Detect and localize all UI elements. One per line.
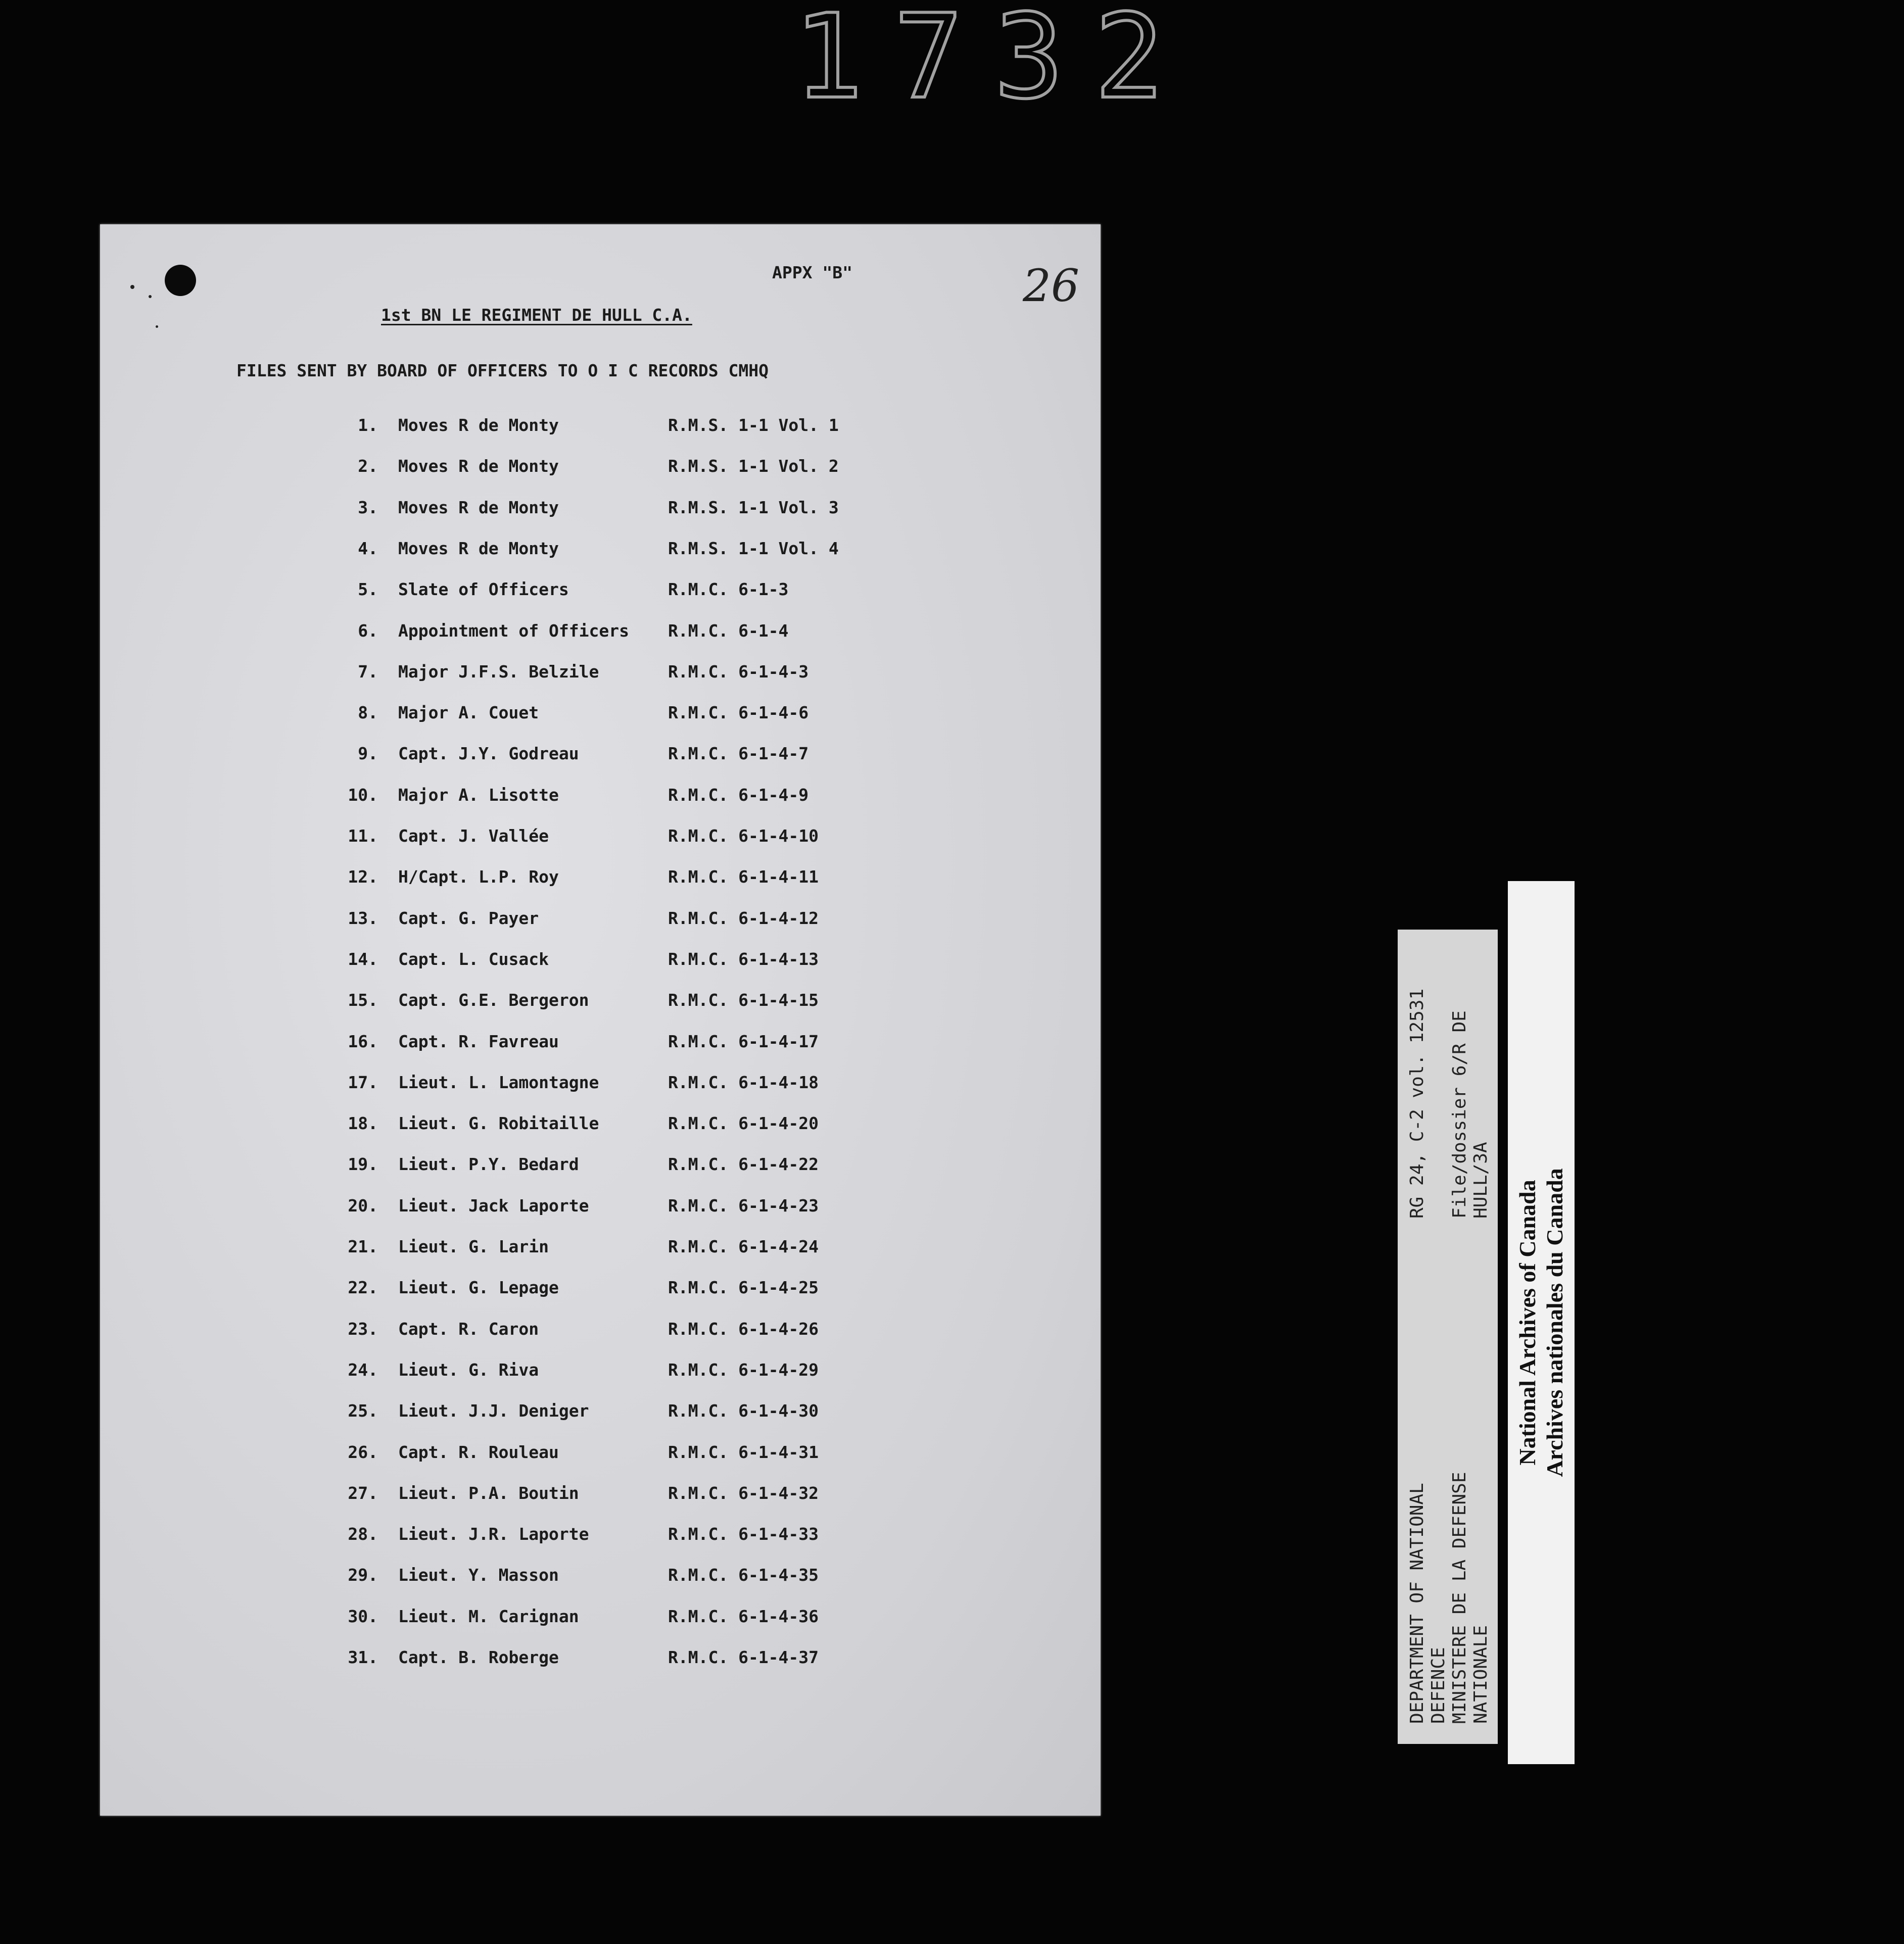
row-name: Capt. R. Rouleau bbox=[398, 1442, 559, 1462]
row-name: Capt. R. Caron bbox=[398, 1319, 539, 1339]
row-ref: R.M.C. 6-1-4-3 bbox=[668, 662, 809, 682]
row-num: 8. bbox=[358, 703, 378, 722]
row-ref: R.M.S. 1-1 Vol. 4 bbox=[668, 539, 839, 558]
row-name: Lieut. P.Y. Bedard bbox=[398, 1154, 579, 1174]
archive-name-fr: Archives nationales du Canada bbox=[1542, 1168, 1567, 1477]
speck bbox=[156, 325, 158, 328]
row-num: 10. bbox=[348, 785, 378, 805]
row-num: 29. bbox=[348, 1565, 378, 1585]
row-num: 17. bbox=[348, 1073, 378, 1092]
speck bbox=[149, 295, 152, 298]
archive-name-en: National Archives of Canada bbox=[1514, 1180, 1540, 1466]
table-row bbox=[100, 744, 1101, 774]
row-ref: R.M.C. 6-1-4-26 bbox=[668, 1319, 819, 1339]
row-name: Moves R de Monty bbox=[398, 415, 559, 435]
row-name: Lieut. J.R. Laporte bbox=[398, 1524, 589, 1544]
row-ref: R.M.C. 6-1-4-25 bbox=[668, 1278, 819, 1297]
row-ref: R.M.C. 6-1-4-29 bbox=[668, 1360, 819, 1380]
row-ref: R.M.S. 1-1 Vol. 2 bbox=[668, 456, 839, 476]
row-num: 15. bbox=[348, 990, 378, 1010]
row-num: 28. bbox=[348, 1524, 378, 1544]
table-row bbox=[100, 1607, 1101, 1637]
row-ref: R.M.C. 6-1-4-24 bbox=[668, 1237, 819, 1256]
dept-line: NATIONALE bbox=[1470, 1625, 1491, 1724]
row-name: Capt. B. Roberge bbox=[398, 1647, 559, 1667]
row-num: 19. bbox=[348, 1154, 378, 1174]
table-row bbox=[100, 1565, 1101, 1595]
document-sheet bbox=[100, 224, 1101, 1816]
row-num: 18. bbox=[348, 1113, 378, 1133]
row-num: 16. bbox=[348, 1032, 378, 1051]
row-ref: R.M.S. 1-1 Vol. 3 bbox=[668, 498, 839, 517]
row-name: Capt. G. Payer bbox=[398, 908, 539, 928]
row-num: 4. bbox=[358, 539, 378, 558]
table-row bbox=[100, 1113, 1101, 1144]
row-ref: R.M.C. 6-1-4-10 bbox=[668, 826, 819, 846]
row-name: H/Capt. L.P. Roy bbox=[398, 867, 559, 887]
table-row bbox=[100, 908, 1101, 939]
row-ref: R.M.C. 6-1-4-13 bbox=[668, 949, 819, 969]
row-name: Lieut. G. Robitaille bbox=[398, 1113, 599, 1133]
row-ref: R.M.C. 6-1-4-11 bbox=[668, 867, 819, 887]
speck bbox=[130, 285, 134, 289]
appendix-label: APPX "B" bbox=[772, 263, 852, 282]
files-heading: FILES SENT BY BOARD OF OFFICERS TO O I C RECORDS CMHQ bbox=[236, 361, 769, 380]
row-num: 26. bbox=[348, 1442, 378, 1462]
row-ref: R.M.C. 6-1-3 bbox=[668, 579, 789, 599]
unit-title: 1st BN LE REGIMENT DE HULL C.A. bbox=[381, 305, 692, 325]
row-name: Lieut. J.J. Deniger bbox=[398, 1401, 589, 1421]
row-name: Major A. Couet bbox=[398, 703, 539, 722]
table-row bbox=[100, 415, 1101, 446]
table-row bbox=[100, 1032, 1101, 1062]
row-ref: R.M.C. 6-1-4-15 bbox=[668, 990, 819, 1010]
row-num: 9. bbox=[358, 744, 378, 763]
row-num: 22. bbox=[348, 1278, 378, 1297]
table-row bbox=[100, 1319, 1101, 1349]
row-name: Lieut. G. Lepage bbox=[398, 1278, 559, 1297]
row-num: 13. bbox=[348, 908, 378, 928]
table-row bbox=[100, 785, 1101, 815]
table-row bbox=[100, 1483, 1101, 1514]
page-number: 26 bbox=[1023, 260, 1079, 312]
table-row bbox=[100, 1442, 1101, 1473]
row-ref: R.M.C. 6-1-4-7 bbox=[668, 744, 809, 763]
row-name: Lieut. Jack Laporte bbox=[398, 1196, 589, 1216]
table-row bbox=[100, 703, 1101, 733]
row-ref: R.M.C. 6-1-4-9 bbox=[668, 785, 809, 805]
file-reference: File/dossier 6/R DE HULL/3A bbox=[1449, 1010, 1491, 1219]
row-name: Lieut. Y. Masson bbox=[398, 1565, 559, 1585]
row-name: Lieut. M. Carignan bbox=[398, 1607, 579, 1626]
row-ref: R.M.C. 6-1-4-37 bbox=[668, 1647, 819, 1667]
table-row bbox=[100, 867, 1101, 897]
row-num: 24. bbox=[348, 1360, 378, 1380]
row-ref: R.M.C. 6-1-4-20 bbox=[668, 1113, 819, 1133]
department-label bbox=[1398, 930, 1498, 1744]
frame-number: 1732 bbox=[793, 0, 1195, 125]
row-num: 30. bbox=[348, 1607, 378, 1626]
archive-label bbox=[1508, 881, 1575, 1764]
table-row bbox=[100, 949, 1101, 980]
row-name: Capt. L. Cusack bbox=[398, 949, 549, 969]
row-name: Lieut. G. Larin bbox=[398, 1237, 549, 1256]
row-num: 23. bbox=[348, 1319, 378, 1339]
table-row bbox=[100, 456, 1101, 487]
dept-line: DEPARTMENT OF NATIONAL bbox=[1407, 1483, 1427, 1724]
table-row bbox=[100, 1647, 1101, 1678]
row-num: 25. bbox=[348, 1401, 378, 1421]
table-row bbox=[100, 1154, 1101, 1185]
table-row bbox=[100, 1401, 1101, 1431]
table-row bbox=[100, 990, 1101, 1020]
record-group: RG 24, C-2 vol. 12531 bbox=[1407, 988, 1427, 1219]
table-row bbox=[100, 1278, 1101, 1308]
table-row bbox=[100, 539, 1101, 569]
table-row bbox=[100, 498, 1101, 528]
table-row bbox=[100, 662, 1101, 692]
dept-line: DEFENCE bbox=[1428, 1647, 1449, 1724]
row-name: Lieut. P.A. Boutin bbox=[398, 1483, 579, 1503]
row-ref: R.M.C. 6-1-4-33 bbox=[668, 1524, 819, 1544]
row-ref: R.M.C. 6-1-4-32 bbox=[668, 1483, 819, 1503]
row-ref: R.M.C. 6-1-4-35 bbox=[668, 1565, 819, 1585]
row-name: Major J.F.S. Belzile bbox=[398, 662, 599, 682]
row-ref: R.M.C. 6-1-4-36 bbox=[668, 1607, 819, 1626]
row-name: Moves R de Monty bbox=[398, 539, 559, 558]
row-ref: R.M.C. 6-1-4-17 bbox=[668, 1032, 819, 1051]
row-num: 5. bbox=[358, 579, 378, 599]
row-name: Major A. Lisotte bbox=[398, 785, 559, 805]
row-num: 14. bbox=[348, 949, 378, 969]
row-ref: R.M.C. 6-1-4-12 bbox=[668, 908, 819, 928]
table-row bbox=[100, 826, 1101, 856]
row-ref: R.M.C. 6-1-4-30 bbox=[668, 1401, 819, 1421]
row-name: Capt. J.Y. Godreau bbox=[398, 744, 579, 763]
row-name: Moves R de Monty bbox=[398, 456, 559, 476]
row-num: 11. bbox=[348, 826, 378, 846]
table-row bbox=[100, 621, 1101, 651]
row-num: 2. bbox=[358, 456, 378, 476]
row-name: Capt. J. Vallée bbox=[398, 826, 549, 846]
table-row bbox=[100, 1196, 1101, 1226]
table-row bbox=[100, 1237, 1101, 1267]
row-num: 7. bbox=[358, 662, 378, 682]
row-name: Lieut. L. Lamontagne bbox=[398, 1073, 599, 1092]
row-num: 12. bbox=[348, 867, 378, 887]
row-ref: R.M.C. 6-1-4-23 bbox=[668, 1196, 819, 1216]
row-num: 27. bbox=[348, 1483, 378, 1503]
row-name: Slate of Officers bbox=[398, 579, 569, 599]
row-ref: R.M.C. 6-1-4-6 bbox=[668, 703, 809, 722]
punch-hole bbox=[165, 265, 196, 296]
row-ref: R.M.C. 6-1-4-31 bbox=[668, 1442, 819, 1462]
row-name: Appointment of Officers bbox=[398, 621, 629, 641]
row-num: 1. bbox=[358, 415, 378, 435]
row-name: Moves R de Monty bbox=[398, 498, 559, 517]
row-num: 21. bbox=[348, 1237, 378, 1256]
table-row bbox=[100, 1073, 1101, 1103]
row-num: 20. bbox=[348, 1196, 378, 1216]
row-num: 31. bbox=[348, 1647, 378, 1667]
row-ref: R.M.C. 6-1-4-22 bbox=[668, 1154, 819, 1174]
row-num: 6. bbox=[358, 621, 378, 641]
row-name: Capt. G.E. Bergeron bbox=[398, 990, 589, 1010]
dept-line: MINISTERE DE LA DEFENSE bbox=[1449, 1472, 1470, 1724]
table-row bbox=[100, 1360, 1101, 1390]
row-ref: R.M.C. 6-1-4 bbox=[668, 621, 789, 641]
row-name: Capt. R. Favreau bbox=[398, 1032, 559, 1051]
table-row bbox=[100, 1524, 1101, 1554]
row-num: 3. bbox=[358, 498, 378, 517]
row-ref: R.M.S. 1-1 Vol. 1 bbox=[668, 415, 839, 435]
row-ref: R.M.C. 6-1-4-18 bbox=[668, 1073, 819, 1092]
row-name: Lieut. G. Riva bbox=[398, 1360, 539, 1380]
table-row bbox=[100, 579, 1101, 610]
